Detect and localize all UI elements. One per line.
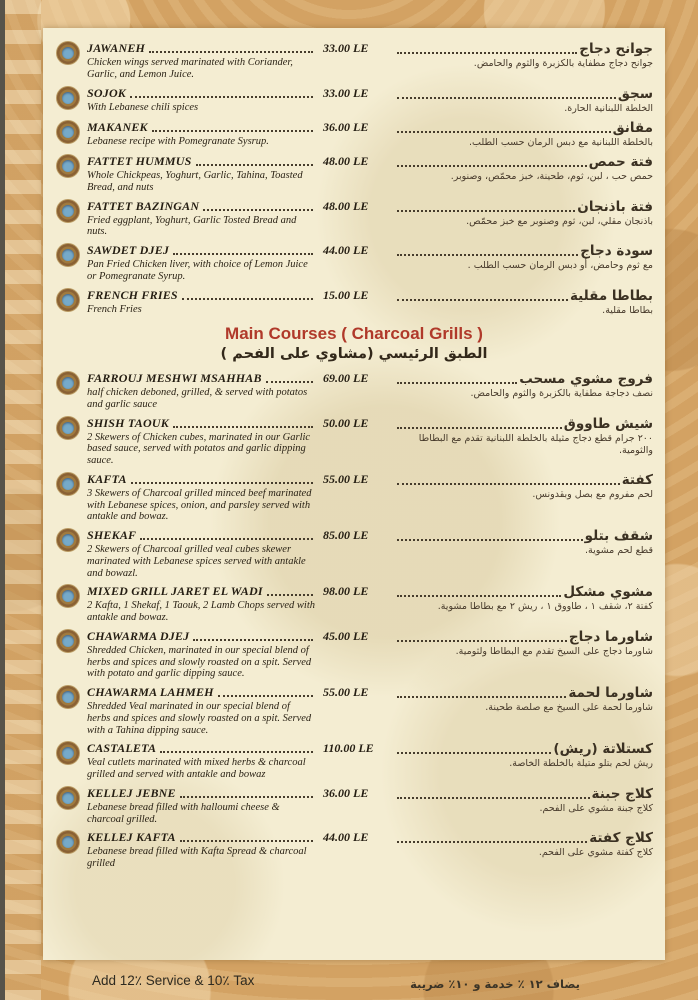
dotted-leader xyxy=(218,694,313,697)
item-arabic-name-line xyxy=(393,371,653,387)
dotted-leader xyxy=(397,639,567,642)
item-english-block xyxy=(87,741,315,781)
dotted-leader xyxy=(397,209,575,212)
item-desc-ar: باذنجان مقلي، لبن، ثوم وصنوبر مع خبز محمّص. xyxy=(466,215,653,227)
item-name-en: CASTALETA xyxy=(87,741,157,756)
item-name-line xyxy=(87,199,315,214)
item-desc-en: Veal cutlets marinated with mixed herbs & charcoal grilled and served with antakle and bowaz xyxy=(87,757,306,781)
item-arabic-block xyxy=(393,584,653,613)
item-name-ar: شقف بتلو xyxy=(584,528,653,545)
brand-seal-icon xyxy=(57,372,79,394)
item-name-line xyxy=(87,416,315,431)
item-name-en: KELLEJ KAFTA xyxy=(87,830,176,845)
item-name-ar: كلاج كفتة xyxy=(589,830,653,847)
brand-seal-center xyxy=(62,691,74,703)
item-name-ar: فروج مشوي مسحب xyxy=(519,371,653,388)
item-desc-en: 2 Skewers of Charcoal grilled veal cubes skewer marinated with Lebanese spices served with antakle and bowazl. xyxy=(87,544,306,579)
item-desc-en: Whole Chickpeas, Yoghurt, Garlic, Tahina, Toasted Bread, and nuts xyxy=(87,170,303,193)
item-name-line xyxy=(87,584,315,599)
item-price: 48.00 LE xyxy=(323,154,369,169)
item-price: 50.00 LE xyxy=(323,415,369,430)
dotted-leader xyxy=(397,298,568,301)
item-desc-ar: بالخلطة اللبنانية مع دبس الرمان حسب الطلب. xyxy=(469,136,653,148)
item-price: 44.00 LE xyxy=(323,243,369,258)
menu-item-row xyxy=(55,120,653,149)
dotted-leader xyxy=(397,840,587,843)
brand-seal-icon xyxy=(57,42,79,64)
item-name-ar: شاورما دجاج xyxy=(568,628,653,645)
item-price: 55.00 LE xyxy=(323,685,369,700)
section-title-en: Main Courses ( Charcoal Grills ) xyxy=(225,324,483,344)
menu-item-row xyxy=(55,371,653,411)
dotted-leader xyxy=(180,795,313,798)
item-arabic-name-line xyxy=(393,629,653,645)
menu-item-row xyxy=(55,629,653,680)
item-arabic-block xyxy=(393,472,653,501)
menu-left-border xyxy=(5,0,41,1000)
item-name-line xyxy=(87,371,315,386)
item-price: 98.00 LE xyxy=(323,584,369,599)
main-courses-list xyxy=(55,371,653,870)
item-name-ar: بطاطا مقلية xyxy=(569,287,653,304)
item-arabic-block xyxy=(393,685,653,714)
brand-seal-icon xyxy=(57,289,79,311)
brand-seal-center xyxy=(62,249,74,261)
item-price: 48.00 LE xyxy=(323,198,369,213)
item-arabic-block xyxy=(393,288,653,317)
item-arabic-name-line xyxy=(393,288,653,304)
item-desc-ar: نصف دجاجة مطفاية بالكزبرة والثوم والحامض. xyxy=(470,388,653,400)
item-name-en: FATTET HUMMUS xyxy=(87,154,192,169)
item-name-en: JAWANEH xyxy=(87,41,146,55)
item-price: 36.00 LE xyxy=(323,119,369,134)
brand-seal-center xyxy=(62,92,74,104)
item-name-ar: فتة باذنجان xyxy=(577,198,653,215)
item-english-block xyxy=(87,786,315,826)
menu-item-row xyxy=(55,154,653,194)
brand-seal-center xyxy=(62,792,74,804)
item-english-block xyxy=(87,584,315,624)
menu-item-row xyxy=(55,830,653,870)
item-desc-en: Fried eggplant, Yoghurt, Garlic Tosted Bread and nuts. xyxy=(87,214,297,238)
dotted-leader xyxy=(397,164,587,167)
dotted-leader xyxy=(267,593,313,596)
item-name-line xyxy=(87,243,315,258)
item-arabic-block xyxy=(393,154,653,183)
item-name-en: SOJOK xyxy=(87,85,127,100)
item-arabic-block xyxy=(393,243,653,272)
item-name-ar: مشوي مشكل xyxy=(563,584,653,601)
dotted-leader xyxy=(397,130,611,133)
item-price: 33.00 LE xyxy=(323,85,369,100)
brand-seal-center xyxy=(62,422,74,434)
item-name-en: MAKANEK xyxy=(87,119,148,134)
item-name-en: CHAWARMA LAHMEH xyxy=(87,685,214,700)
item-desc-en: 2 Skewers of Chicken cubes, marinated in our Garlic based sauce, served with potatos and garlic dipping sauce. xyxy=(87,431,311,467)
brand-seal-center xyxy=(62,377,74,389)
brand-seal-center xyxy=(62,126,74,138)
dotted-leader xyxy=(173,252,313,255)
brand-seal-center xyxy=(62,635,74,647)
item-desc-ar: كلاج كفتة مشوي على الفحم. xyxy=(538,847,653,859)
dotted-leader xyxy=(196,163,313,166)
dotted-leader xyxy=(203,208,313,211)
item-desc-ar: كفتة ٢، شقف ١ ، طاووق ١ ، ريش ٢ مع بطاطا مشوية. xyxy=(437,601,653,613)
menu-item-row xyxy=(55,243,653,283)
item-name-en: SAWDET DJEJ xyxy=(87,243,170,258)
item-desc-en: Lebanese recipe with Pomegranate Sysrup. xyxy=(87,135,269,147)
item-arabic-name-line xyxy=(393,41,653,57)
item-english-block xyxy=(87,243,315,283)
item-english-block xyxy=(87,86,315,114)
item-price: 15.00 LE xyxy=(323,287,369,302)
brand-seal-icon xyxy=(57,244,79,266)
item-name-en: KELLEJ JEBNE xyxy=(87,785,176,800)
item-arabic-block xyxy=(393,741,653,770)
brand-seal-icon xyxy=(57,585,79,607)
item-desc-en: Shredded Chicken, marinated in our special blend of herbs and spices and slowly roasted on a spit. Served with potato and garlic dipping sauce. xyxy=(87,644,312,680)
item-arabic-block xyxy=(393,199,653,228)
item-desc-ar: كلاج جبنة مشوي على الفحم. xyxy=(539,802,653,814)
brand-seal-icon xyxy=(57,121,79,143)
item-name-line xyxy=(87,741,315,756)
item-name-en: CHAWARMA DJEJ xyxy=(87,628,190,643)
item-desc-ar: حمص حب ، لبن، ثوم، طحينة، خبز محمّص، وصنوبر. xyxy=(450,171,653,183)
brand-seal-icon xyxy=(57,417,79,439)
item-desc-ar: ريش لحم بتلو متيلة بالخلطة الخاصة. xyxy=(509,758,653,770)
brand-seal-icon xyxy=(57,200,79,222)
item-english-block xyxy=(87,288,315,316)
item-arabic-name-line xyxy=(393,86,653,102)
item-arabic-name-line xyxy=(393,199,653,215)
item-arabic-block xyxy=(393,528,653,557)
item-price: 33.00 LE xyxy=(323,41,369,55)
item-price: 55.00 LE xyxy=(323,471,369,486)
item-english-block xyxy=(87,154,315,194)
item-arabic-block xyxy=(393,416,653,458)
dotted-leader xyxy=(397,751,551,754)
dotted-leader xyxy=(182,297,313,300)
brand-seal-icon xyxy=(57,630,79,652)
menu-item-row xyxy=(55,288,653,317)
item-desc-en: 2 Kafta, 1 Shekaf, 1 Taouk, 2 Lamb Chops served with antakle and bowaz. xyxy=(87,600,315,624)
brand-seal-center xyxy=(62,747,74,759)
item-arabic-name-line xyxy=(393,243,653,259)
item-arabic-block xyxy=(393,41,653,70)
item-desc-en: Lebanese bread filled with halloumi cheese & charcoal grilled. xyxy=(87,801,280,825)
menu-item-row xyxy=(55,741,653,781)
item-name-en: FATTET BAZINGAN xyxy=(87,198,200,213)
item-name-ar: شيش طاووق xyxy=(563,415,653,432)
item-desc-ar: ٢٠٠ جرام قطع دجاج مثيلة بالخلطة اللبنانية تقدم مع البطاطا والثومية. xyxy=(418,432,653,456)
dotted-leader xyxy=(266,380,313,383)
item-name-en: SHEKAF xyxy=(87,528,137,543)
dotted-leader xyxy=(140,537,313,540)
item-name-en: FARROUJ MESHWI MSAHHAB xyxy=(87,371,262,386)
section-header xyxy=(55,324,653,362)
item-name-line xyxy=(87,41,315,56)
item-name-ar: سجق xyxy=(617,85,653,102)
item-arabic-name-line xyxy=(393,416,653,432)
item-arabic-name-line xyxy=(393,685,653,701)
item-name-ar: فتة حمص xyxy=(588,154,653,171)
item-name-line xyxy=(87,685,315,700)
brand-seal-center xyxy=(62,205,74,217)
dotted-leader xyxy=(397,796,590,799)
item-arabic-name-line xyxy=(393,154,653,170)
brand-seal-icon xyxy=(57,742,79,764)
item-name-ar: جوانح دجاج xyxy=(579,41,653,57)
brand-seal-center xyxy=(62,534,74,546)
brand-seal-center xyxy=(62,294,74,306)
item-name-en: FRENCH FRIES xyxy=(87,287,178,302)
item-name-ar: مقانق xyxy=(612,119,653,136)
item-desc-ar: شاورما دجاج على السيخ تقدم مع البطاطا ولثومية. xyxy=(455,645,653,657)
item-price: 85.00 LE xyxy=(323,528,369,543)
item-arabic-block xyxy=(393,371,653,400)
item-desc-ar: بطاطا مقلية. xyxy=(602,304,653,316)
dotted-leader xyxy=(130,95,313,98)
top-items-list xyxy=(55,41,653,317)
item-arabic-block xyxy=(393,120,653,149)
item-price: 69.00 LE xyxy=(323,371,369,386)
menu-item-row xyxy=(55,528,653,579)
item-arabic-block xyxy=(393,830,653,859)
menu-item-row xyxy=(55,786,653,826)
item-price: 36.00 LE xyxy=(323,785,369,800)
item-arabic-name-line xyxy=(393,830,653,846)
section-title-ar: الطبق الرئيسي (مشاوي على الفحم ) xyxy=(220,346,488,363)
item-price: 45.00 LE xyxy=(323,628,369,643)
dotted-leader xyxy=(397,594,561,597)
item-arabic-name-line xyxy=(393,120,653,136)
item-english-block xyxy=(87,371,315,411)
item-name-line xyxy=(87,120,315,135)
brand-seal-icon xyxy=(57,155,79,177)
brand-seal-icon xyxy=(57,473,79,495)
menu-item-row xyxy=(55,472,653,523)
item-desc-ar: الخلطة اللبنانية الحارة. xyxy=(564,102,653,114)
item-english-block xyxy=(87,199,315,239)
item-desc-en: French Fries xyxy=(87,303,142,315)
item-name-line xyxy=(87,86,315,101)
item-english-block xyxy=(87,120,315,148)
item-name-line xyxy=(87,528,315,543)
dotted-leader xyxy=(193,638,313,641)
menu-item-row xyxy=(55,685,653,736)
dotted-leader xyxy=(160,750,313,753)
item-desc-en: Chicken wings served marinated with Coriander, Garlic, and Lemon Juice. xyxy=(87,57,293,80)
dotted-leader xyxy=(397,426,562,429)
item-desc-en: half chicken deboned, grilled, & served with potatos and garlic sauce xyxy=(87,387,308,410)
item-name-line xyxy=(87,830,315,845)
item-name-ar: كستلاتة (ريش) xyxy=(553,741,653,758)
item-name-en: MIXED GRILL JARET EL WADI xyxy=(87,584,263,599)
dotted-leader xyxy=(397,381,517,384)
brand-seal-center xyxy=(62,836,74,848)
item-english-block xyxy=(87,472,315,523)
item-desc-ar: مع ثوم وحامض، أو دبس الرمان حسب الطلب . xyxy=(467,260,653,272)
brand-seal-center xyxy=(62,590,74,602)
item-price: 110.00 LE xyxy=(323,741,374,756)
dotted-leader xyxy=(131,481,313,484)
item-name-line xyxy=(87,154,315,169)
brand-seal-center xyxy=(62,47,74,59)
item-name-ar: كفتة xyxy=(621,471,653,488)
item-name-en: SHISH TAOUK xyxy=(87,415,169,430)
item-english-block xyxy=(87,629,315,680)
item-arabic-name-line xyxy=(393,584,653,600)
item-arabic-block xyxy=(393,786,653,815)
footer-service-tax-ar: يضاف ١٢ ٪ خدمة و ١٠٪ ضريبة xyxy=(410,977,580,991)
dotted-leader xyxy=(397,51,577,54)
item-desc-en: 3 Skewers of Charcoal grilled minced beef marinated with Lebanese spices, onion, and parsley served with antakle and bowaz. xyxy=(87,487,312,523)
menu-page xyxy=(43,28,665,960)
item-name-line xyxy=(87,629,315,644)
brand-seal-icon xyxy=(57,529,79,551)
item-name-en: KAFTA xyxy=(87,471,127,486)
item-desc-en: With Lebanese chili spices xyxy=(87,101,199,113)
dotted-leader xyxy=(397,253,578,256)
brand-seal-center xyxy=(62,160,74,172)
item-english-block xyxy=(87,416,315,467)
menu-item-row xyxy=(55,199,653,239)
item-desc-en: Lebanese bread filled with Kafta Spread & charcoal grilled xyxy=(87,846,307,870)
item-desc-en: Pan Fried Chicken liver, with choice of Lemon Juice or Pomegranate Syrup. xyxy=(87,259,308,282)
item-desc-en: Shredded Veal marinated in our special blend of herbs and spices and slowly roasted on a spit. Served with a Tahina dipping sauce. xyxy=(87,701,312,736)
item-desc-ar: جوانح دجاج مطفاية بالكزبرة والثوم والحامض. xyxy=(473,58,653,69)
item-name-line xyxy=(87,288,315,303)
item-arabic-name-line xyxy=(393,528,653,544)
item-desc-ar: شاورما لحمة على السيخ مع صلصة طحينة. xyxy=(485,702,653,714)
brand-seal-center xyxy=(62,478,74,490)
item-english-block xyxy=(87,685,315,736)
item-arabic-name-line xyxy=(393,741,653,757)
dotted-leader xyxy=(397,695,566,698)
menu-item-row xyxy=(55,86,653,115)
dotted-leader xyxy=(173,425,313,428)
menu-item-row xyxy=(55,41,653,81)
item-name-line xyxy=(87,786,315,801)
item-arabic-name-line xyxy=(393,472,653,488)
item-name-line xyxy=(87,472,315,487)
dotted-leader xyxy=(397,96,616,99)
item-name-ar: كلاج جبنة xyxy=(591,785,653,802)
brand-seal-icon xyxy=(57,787,79,809)
dotted-leader xyxy=(180,839,313,842)
item-english-block xyxy=(87,830,315,870)
item-name-ar: سودة دجاج xyxy=(580,243,653,260)
dotted-leader xyxy=(397,482,620,485)
dotted-leader xyxy=(397,538,583,541)
item-arabic-name-line xyxy=(393,786,653,802)
item-desc-ar: لحم مفروم مع بصل وبقدونس. xyxy=(532,488,653,500)
dotted-leader xyxy=(149,50,313,53)
footer-service-tax-en: Add 12٪ Service & 10٪ Tax xyxy=(92,973,255,988)
item-name-ar: شاورما لحمة xyxy=(568,685,653,702)
item-desc-ar: قطع لحم مشوية. xyxy=(584,545,653,557)
menu-item-row xyxy=(55,584,653,624)
item-price: 44.00 LE xyxy=(323,830,369,845)
brand-seal-icon xyxy=(57,87,79,109)
item-arabic-block xyxy=(393,629,653,658)
brand-seal-icon xyxy=(57,831,79,853)
dotted-leader xyxy=(152,129,313,132)
item-arabic-block xyxy=(393,86,653,115)
menu-item-row xyxy=(55,416,653,467)
item-english-block xyxy=(87,528,315,579)
brand-seal-icon xyxy=(57,686,79,708)
item-english-block xyxy=(87,41,315,81)
